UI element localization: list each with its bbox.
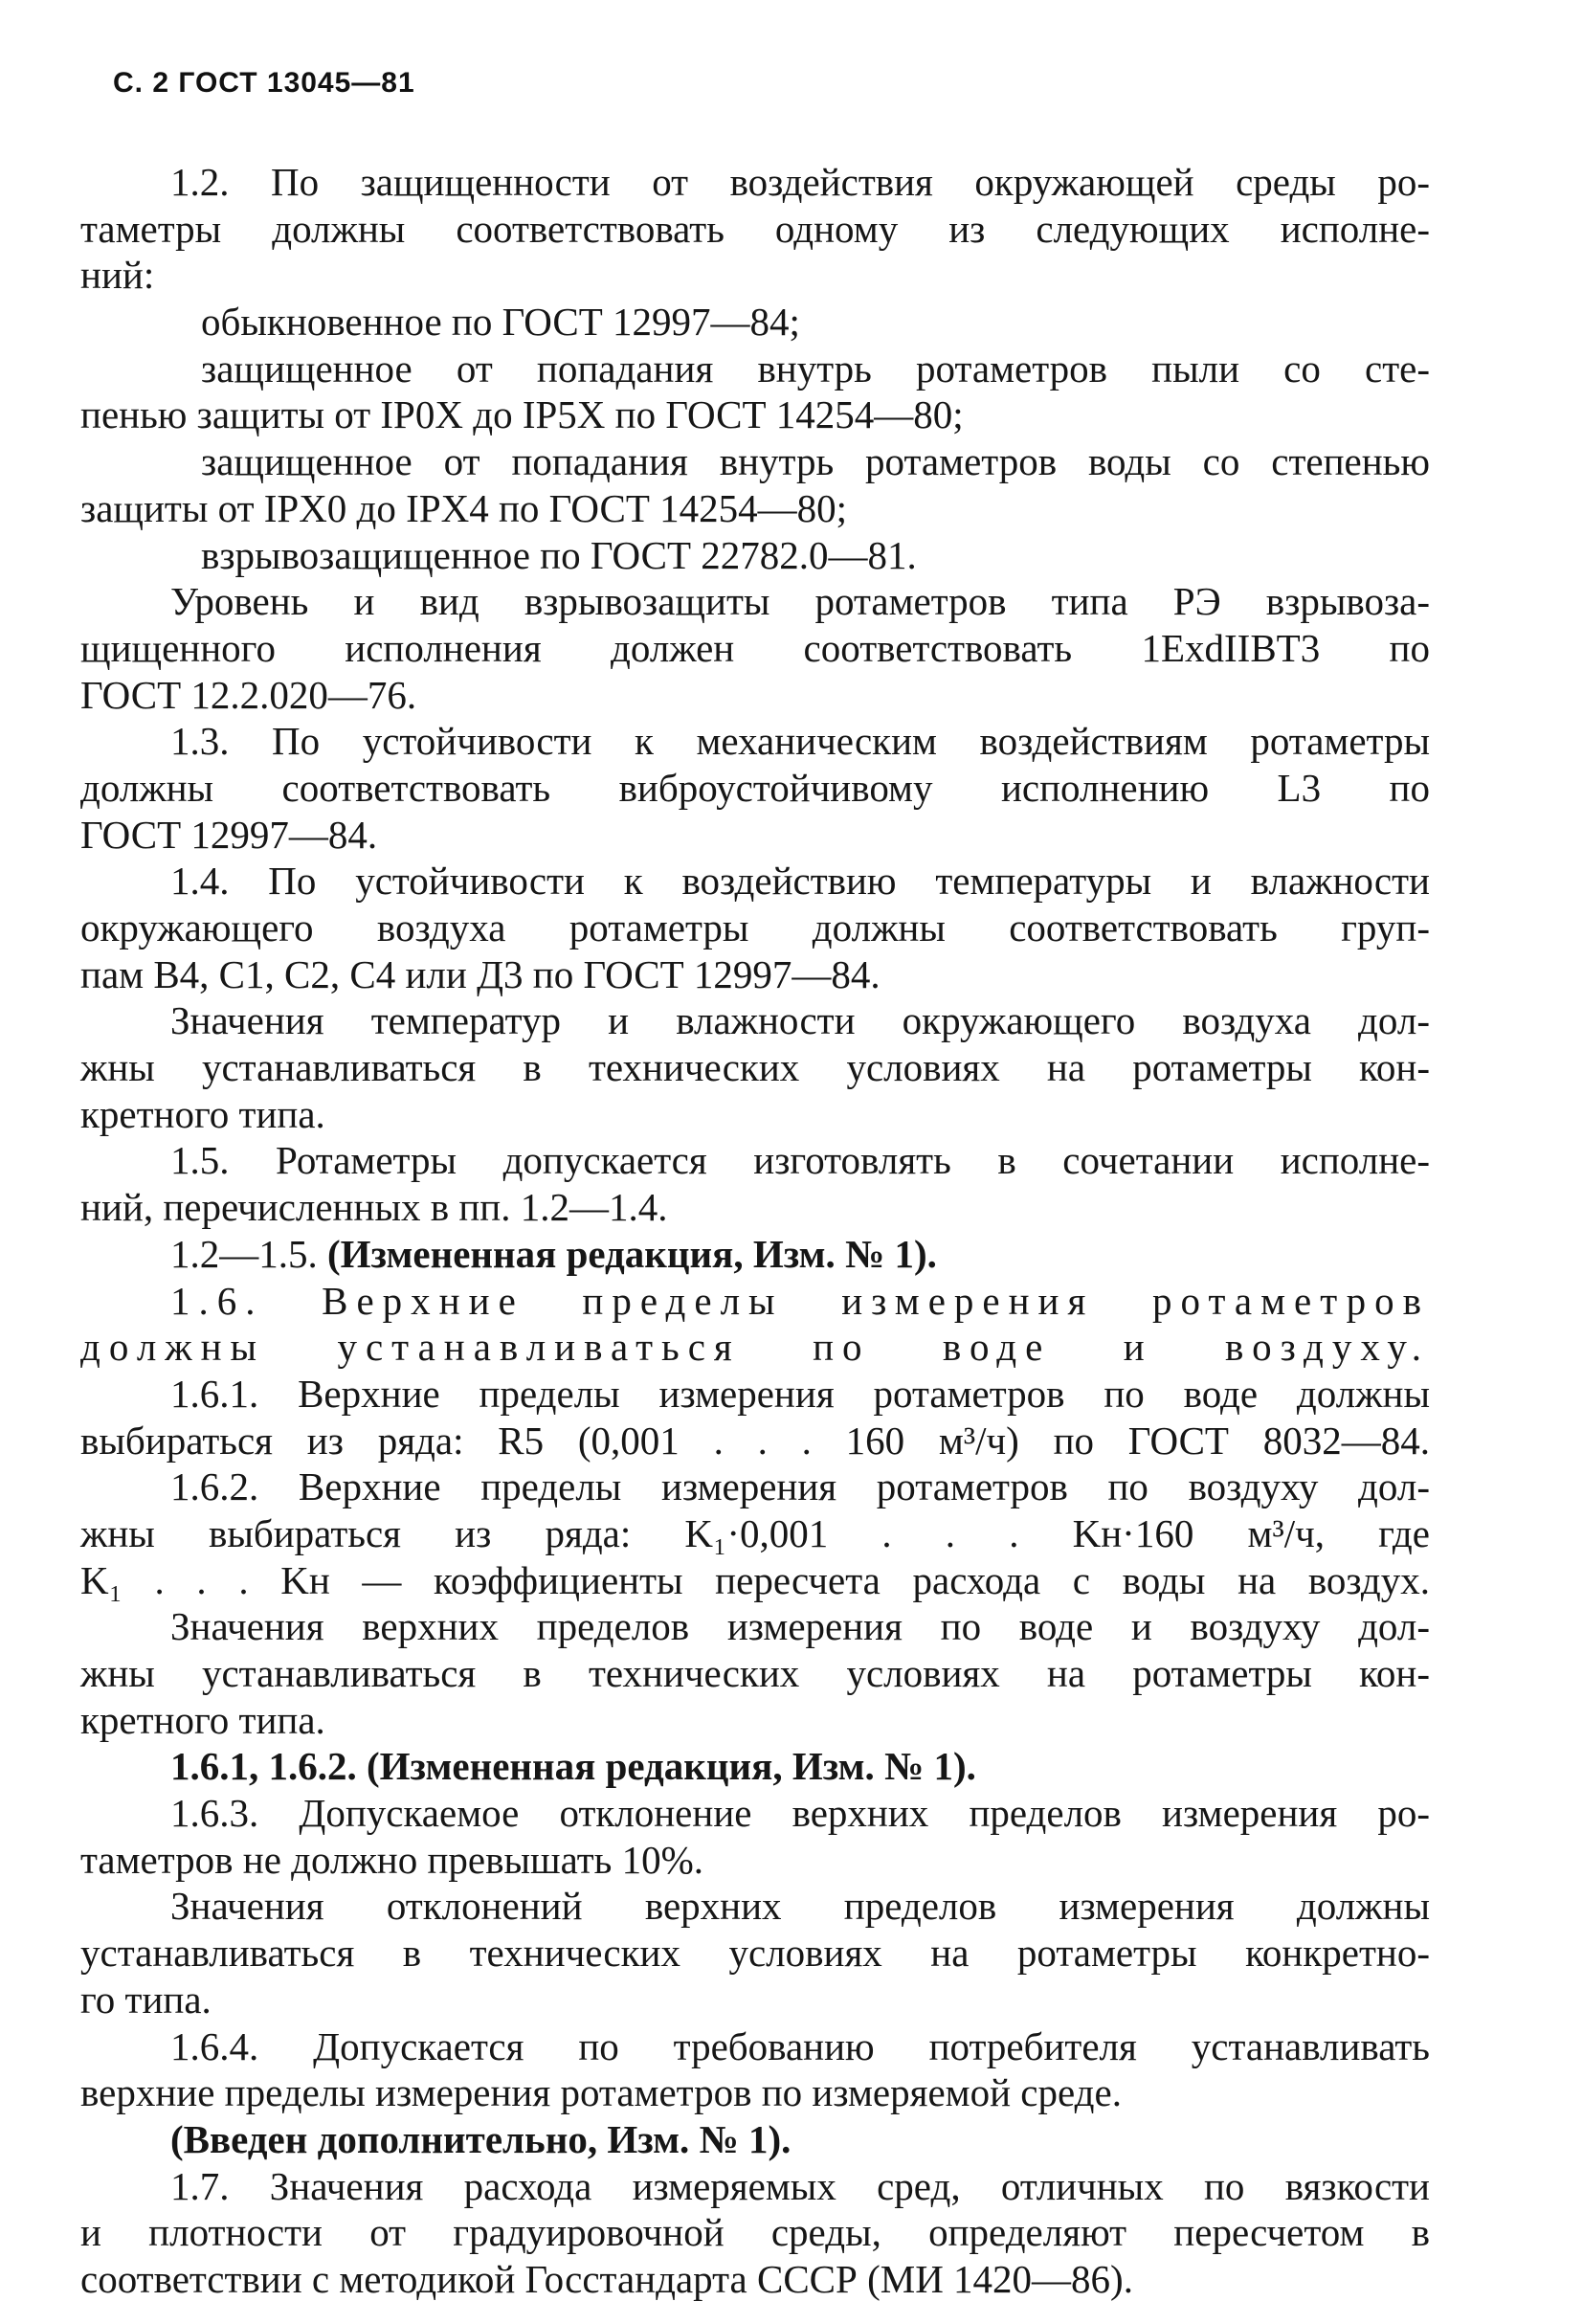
text-line: ний: — [80, 253, 155, 298]
text-line: го типа. — [80, 1977, 212, 2022]
text-line: таметры должны соответствовать одному из следующих исполне- — [80, 206, 1430, 251]
text-line: ний, перечисленных в пп. 1.2—1.4. — [80, 1185, 668, 1230]
text-line: обыкновенное по ГОСТ 12997—84; — [201, 300, 800, 345]
text-line: таметров не должно превышать 10%. — [80, 1837, 703, 1882]
text-line: 1.3. По устойчивости к механическим воздействиям ротаметры — [170, 719, 1430, 764]
text-line: взрывозащищенное по ГОСТ 22782.0—81. — [201, 532, 917, 577]
text-line: и плотности от градуировочной среды, определяют пересчетом в — [80, 2210, 1430, 2255]
text-line: Значения температур и влажности окружающего воздуха дол- — [170, 998, 1430, 1043]
text-line: Уровень и вид взрывозащиты ротаметров типа РЭ взрывоза- — [170, 579, 1430, 624]
text-line: щищенного исполнения должен соответствовать 1ExdIIBT3 по — [80, 625, 1430, 670]
text-line: 1.5. Ротаметры допускается изготовлять в сочетании исполне- — [170, 1138, 1430, 1183]
text-line: 1.7. Значения расхода измеряемых сред, отличных по вязкости — [170, 2163, 1430, 2208]
text-line: жны устанавливаться в технических условиях на ротаметры кон- — [80, 1045, 1430, 1090]
text-line: пам В4, С1, С2, С4 или Д3 по ГОСТ 12997—84. — [80, 951, 881, 996]
text-line: защищенное от попадания внутрь ротаметров пыли со сте- — [201, 346, 1430, 391]
text-line: кретного типа. — [80, 1697, 325, 1742]
text-line: ГОСТ 12997—84. — [80, 812, 378, 857]
text-line: верхние пределы измерения ротаметров по измеряемой среде. — [80, 2070, 1122, 2115]
text-line: пенью защиты от IP0X до IP5X по ГОСТ 14254—80; — [80, 392, 964, 437]
text-line: 1.6.4. Допускается по требованию потребителя устанавливать — [170, 2023, 1430, 2068]
amendment-emphasis: (Измененная редакция, Изм. № 1). — [327, 1231, 937, 1276]
text-line: кретного типа. — [80, 1091, 325, 1136]
text-line: K₁ . . . Kн — коэффициенты пересчета расхода с воды на воздух. — [80, 1557, 1430, 1602]
document-body — [80, 159, 1430, 2303]
text-line: устанавливаться в технических условиях на ротаметры конкретно- — [80, 1931, 1430, 1976]
text-line: защищенное от попадания внутрь ротаметров воды со степенью — [201, 439, 1430, 484]
text-line: Значения отклонений верхних пределов измерения должны — [170, 1884, 1430, 1929]
text-line: 1.2. По защищенности от воздействия окружающей среды ро- — [170, 160, 1430, 204]
text-line: должны устанавливаться по воде и воздуху. — [80, 1325, 1430, 1370]
text-line: защиты от IPX0 до IPX4 по ГОСТ 14254—80; — [80, 485, 848, 530]
text-line: Значения верхних пределов измерения по воде и воздуху дол- — [170, 1604, 1430, 1649]
running-header: С. 2 ГОСТ 13045—81 — [113, 67, 415, 99]
text-line: окружающего воздуха ротаметры должны соответствовать груп- — [80, 905, 1430, 950]
text-line: ГОСТ 12.2.020—76. — [80, 672, 417, 717]
amendment-note: 1.2—1.5. (Измененная редакция, Изм. № 1). — [170, 1231, 937, 1276]
amendment-note: (Введен дополнительно, Изм. № 1). — [170, 2116, 792, 2161]
text-line: 1.6.3. Допускаемое отклонение верхних пределов измерения ро- — [170, 1791, 1430, 1836]
text-line: 1.6. Верхние пределы измерения ротаметров — [170, 1278, 1430, 1323]
text-line: жны выбираться из ряда: K₁·0,001 . . . Kн·160 м³/ч, где — [80, 1510, 1430, 1555]
text-line: жны устанавливаться в технических условиях на ротаметры кон- — [80, 1651, 1430, 1695]
text-line: выбираться из ряда: R5 (0,001 . . . 160 м³/ч) по ГОСТ 8032—84. — [80, 1418, 1430, 1463]
text-line: 1.6.1. Верхние пределы измерения ротаметров по воде должны — [170, 1371, 1430, 1416]
text-line: должны соответствовать виброустойчивому исполнению L3 по — [80, 765, 1430, 810]
text-line: соответствии с методикой Госстандарта СССР (МИ 1420—86). — [80, 2256, 1133, 2301]
text-line: 1.4. По устойчивости к воздействию температуры и влажности — [170, 859, 1430, 904]
amendment-note: 1.6.1, 1.6.2. (Измененная редакция, Изм. № 1). — [170, 1744, 976, 1789]
text-line: 1.6.2. Верхние пределы измерения ротаметров по воздуху дол- — [170, 1464, 1430, 1509]
